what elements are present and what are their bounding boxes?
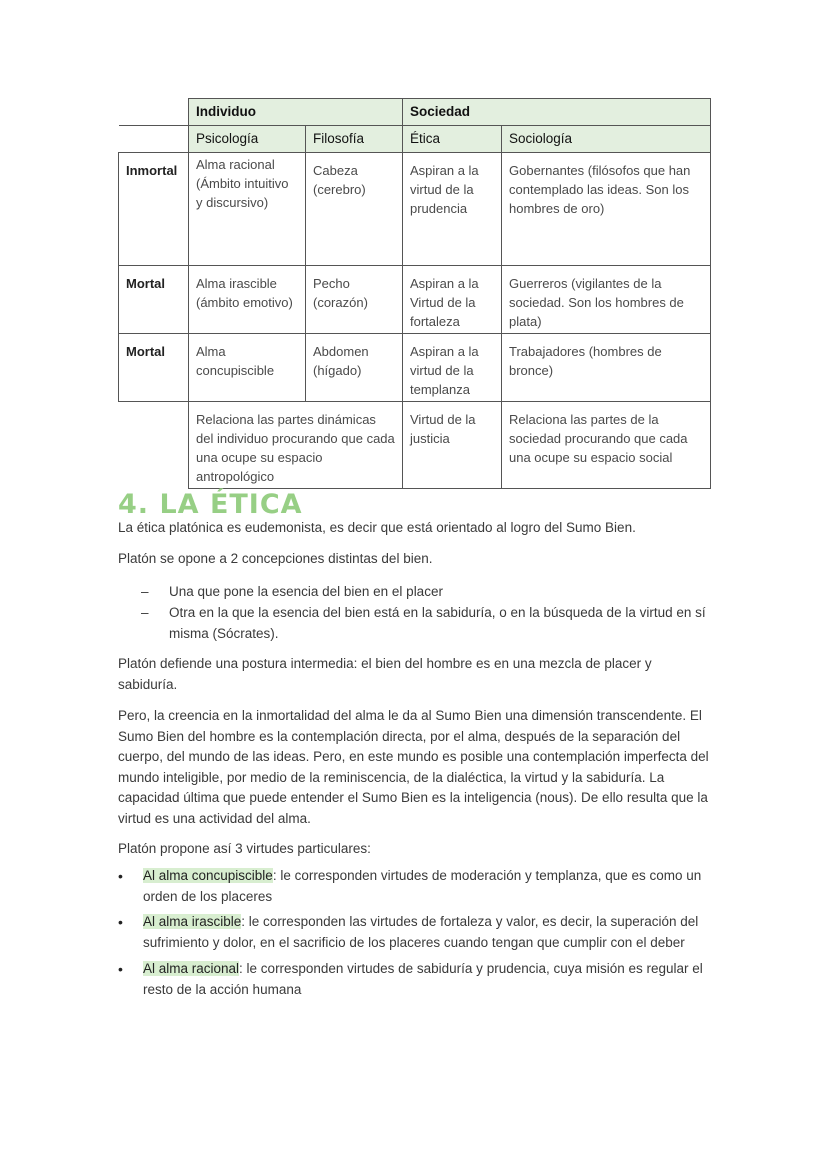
table-corner-blank-2 [119, 126, 189, 153]
cell-psicologia: Alma racional (Ámbito intuitivo y discursivo) [189, 153, 306, 266]
dash-marker: – [141, 605, 149, 620]
dash-text: Una que pone la esencia del bien en el placer [169, 584, 443, 599]
bullet-text [143, 959, 714, 1000]
highlighted-term: Al alma racional [143, 961, 240, 976]
row-label: Mortal [119, 334, 189, 402]
table-header-row [119, 99, 711, 126]
bullet-description: : le corresponden las virtudes de fortaleza y valor, es decir, la superación del sufrimiento y dolor, en el sacrificio de los placeres cuando tengan que cumplir con el deber [143, 914, 699, 950]
table-row [119, 266, 711, 334]
table-row [119, 153, 711, 266]
cell-etica: Aspiran a la virtud de la templanza [403, 334, 502, 402]
bullet-description: : le corresponden virtudes de sabiduría y prudencia, cuya misión es regular el resto de la acción humana [143, 961, 703, 997]
row-label: Mortal [119, 266, 189, 334]
cell-sociologia: Trabajadores (hombres de bronce) [502, 334, 711, 402]
paragraph: Platón se opone a 2 concepciones distintas del bien. [118, 551, 433, 566]
bullet-description: : le corresponden virtudes de moderación y templanza, que es como un orden de los placeres [143, 868, 702, 904]
subheader-etica: Ética [403, 126, 502, 153]
cell-filosofia: Cabeza (cerebro) [306, 153, 403, 266]
table-corner-blank-3 [119, 402, 189, 489]
table-corner-blank [119, 99, 189, 126]
footer-sociologia: Relaciona las partes de la sociedad procurando que cada una ocupe su espacio social [502, 402, 711, 489]
paragraph: Pero, la creencia en la inmortalidad del alma le da al Sumo Bien una dimensión transcendente. El Sumo Bien del hombre es la contemplación directa, por el alma, después de la separación del cuerpo, del mundo de las ideas. Pero, en este mundo es posible una contemplación imperfecta del mundo inteligible, por medio de la reminiscencia, de la dialéctica, la virtud y la sabiduría. La capacidad última que puede entender el Sumo Bien es la inteligencia (nous). De ello resulta que la virtud es una actividad del alma. [118, 708, 709, 826]
cell-etica: Aspiran a la virtud de la prudencia [403, 153, 502, 266]
header-sociedad: Sociedad [403, 99, 711, 126]
cell-filosofia: Pecho (corazón) [306, 266, 403, 334]
dash-text: Otra en la que la esencia del bien está en la sabiduría, o en la búsqueda de la virtud en sí misma (Sócrates). [169, 605, 706, 641]
cell-psicologia: Alma concupiscible [189, 334, 306, 402]
plato-soul-society-table [118, 98, 711, 489]
paragraph: Platón defiende una postura intermedia: el bien del hombre es en una mezcla de placer y sabiduría. [118, 656, 652, 692]
table-footer-row [119, 402, 711, 489]
subheader-psicologia: Psicología [189, 126, 306, 153]
cell-sociologia: Gobernantes (filósofos que han contemplado las ideas. Son los hombres de oro) [502, 153, 711, 266]
bullet-text [143, 866, 714, 907]
section-title: 4. LA ÉTICA [118, 489, 303, 520]
row-label: Inmortal [119, 153, 189, 266]
footer-individuo: Relaciona las partes dinámicas del individuo procurando que cada una ocupe su espacio antropológico [189, 402, 403, 489]
subheader-sociologia: Sociología [502, 126, 711, 153]
subheader-filosofia: Filosofía [306, 126, 403, 153]
cell-psicologia: Alma irascible (ámbito emotivo) [189, 266, 306, 334]
paragraph: Platón propone así 3 virtudes particulares: [118, 841, 371, 856]
bullet-marker: • [118, 868, 123, 884]
dash-marker: – [141, 584, 149, 599]
footer-etica: Virtud de la justicia [403, 402, 502, 489]
highlighted-term: Al alma concupiscible [143, 868, 273, 883]
bullet-marker: • [118, 961, 123, 977]
table-row [119, 334, 711, 402]
highlighted-term: Al alma irascible [143, 914, 242, 929]
cell-etica: Aspiran a la Virtud de la fortaleza [403, 266, 502, 334]
header-individuo: Individuo [189, 99, 403, 126]
bullet-marker: • [118, 914, 123, 930]
cell-filosofia: Abdomen (hígado) [306, 334, 403, 402]
cell-sociologia: Guerreros (vigilantes de la sociedad. Son los hombres de plata) [502, 266, 711, 334]
table-subheader-row [119, 126, 711, 153]
paragraph: La ética platónica es eudemonista, es decir que está orientado al logro del Sumo Bien. [118, 520, 636, 535]
bullet-text [143, 912, 714, 953]
